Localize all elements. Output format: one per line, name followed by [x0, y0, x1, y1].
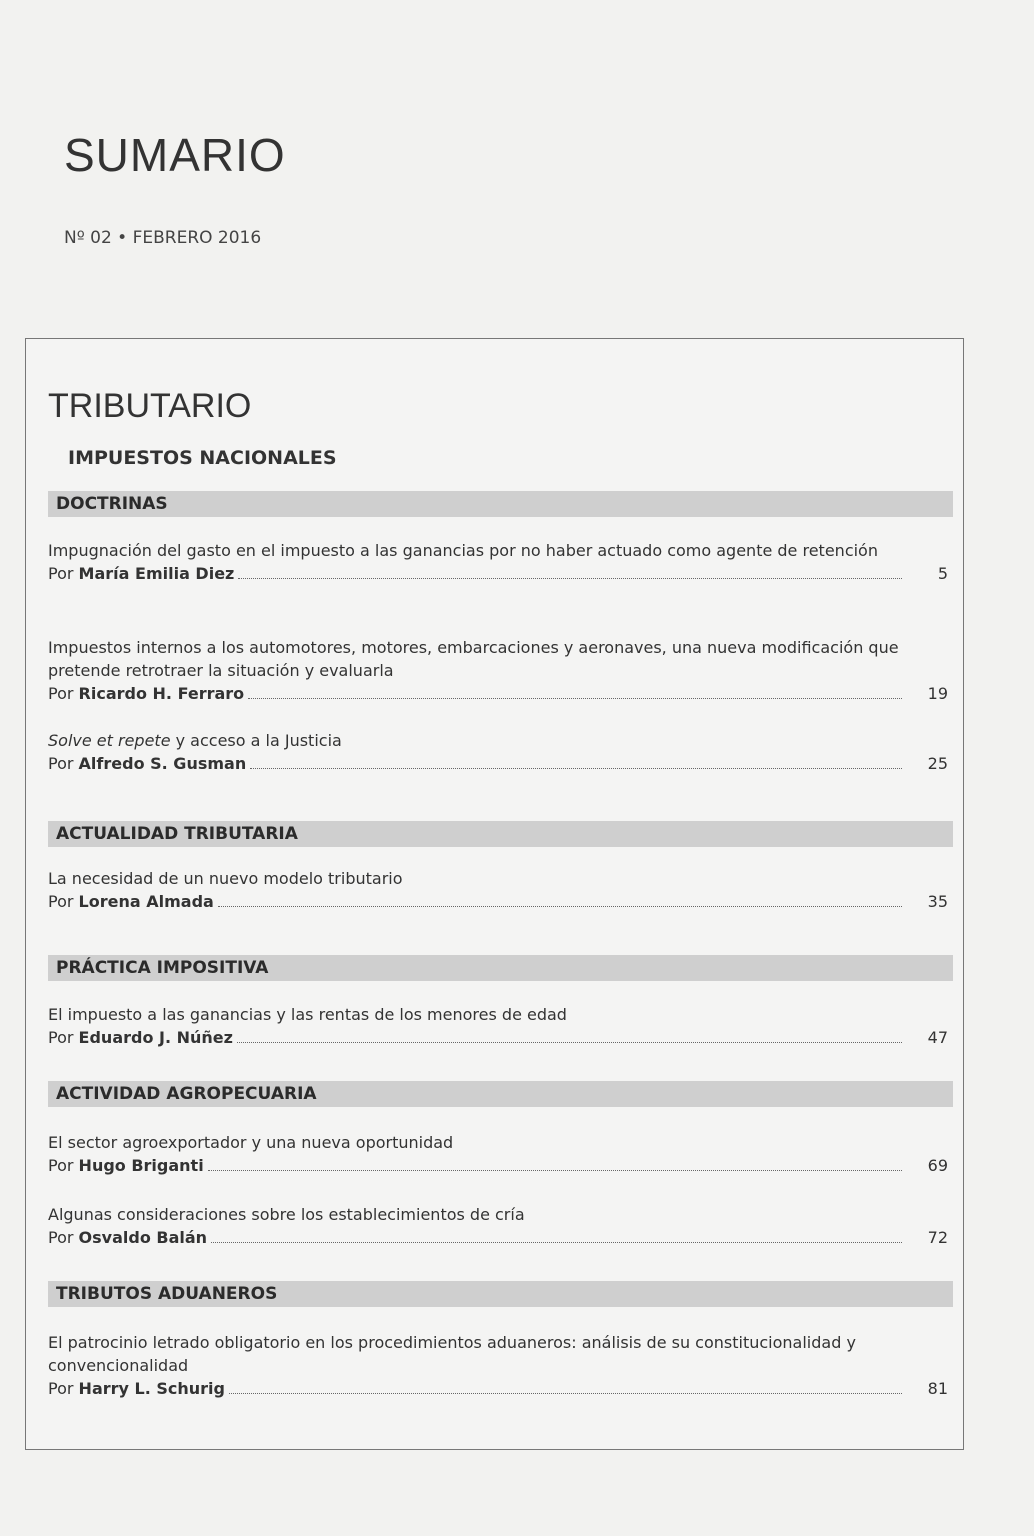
toc-entry[interactable] — [48, 636, 948, 705]
entry-page: 81 — [927, 1379, 948, 1398]
entry-page: 69 — [927, 1156, 948, 1175]
entry-by: Por — [48, 754, 74, 773]
entry-by: Por — [48, 1228, 74, 1247]
dot-leader — [229, 1392, 902, 1394]
toc-entry[interactable] — [48, 867, 948, 913]
category-doctrinas: DOCTRINAS — [48, 491, 953, 517]
issue-info: Nº 02 • FEBRERO 2016 — [64, 228, 262, 248]
toc-entry[interactable] — [48, 539, 948, 585]
toc-entry[interactable] — [48, 1203, 948, 1249]
toc-entry[interactable] — [48, 729, 948, 775]
entry-author: Hugo Briganti — [78, 1156, 204, 1175]
entry-page: 72 — [927, 1228, 948, 1247]
entry-page: 5 — [937, 564, 948, 583]
entry-by: Por — [48, 1028, 74, 1047]
entry-author: Alfredo S. Gusman — [78, 754, 247, 773]
entry-author: Osvaldo Balán — [78, 1228, 208, 1247]
entry-by: Por — [48, 1156, 74, 1175]
entry-title: El sector agroexportador y una nueva oportunidad — [48, 1133, 454, 1152]
page-title: SUMARIO — [64, 129, 286, 181]
dot-leader — [218, 905, 902, 907]
contents-box — [25, 338, 964, 1450]
entry-by: Por — [48, 684, 74, 703]
entry-title: Impugnación del gasto en el impuesto a las ganancias por no haber actuado como agente de retención — [48, 541, 878, 560]
category-agro: ACTIVIDAD AGROPECUARIA — [48, 1081, 953, 1107]
toc-entry[interactable] — [48, 1003, 948, 1049]
entry-title: El impuesto a las ganancias y las rentas de los menores de edad — [48, 1005, 567, 1024]
category-actualidad: ACTUALIDAD TRIBUTARIA — [48, 821, 953, 847]
entry-page: 35 — [927, 892, 948, 911]
entry-page: 47 — [927, 1028, 948, 1047]
toc-entry[interactable] — [48, 1331, 948, 1400]
entry-by: Por — [48, 564, 74, 583]
dot-leader — [250, 767, 902, 769]
entry-author: Ricardo H. Ferraro — [78, 684, 245, 703]
entry-author: Eduardo J. Núñez — [78, 1028, 233, 1047]
subsection-title: IMPUESTOS NACIONALES — [68, 447, 337, 469]
dot-leader — [238, 577, 902, 579]
entry-by: Por — [48, 1379, 74, 1398]
category-practica: PRÁCTICA IMPOSITIVA — [48, 955, 953, 981]
entry-page: 19 — [927, 684, 948, 703]
entry-by: Por — [48, 892, 74, 911]
entry-author: Harry L. Schurig — [78, 1379, 225, 1398]
entry-title — [48, 729, 948, 752]
entry-title: La necesidad de un nuevo modelo tributario — [48, 869, 403, 888]
entry-title: Impuestos internos a los automotores, motores, embarcaciones y aeronaves, una nueva modificación que pretende retrotraer la situación y evaluarla — [48, 638, 899, 680]
entry-title: El patrocinio letrado obligatorio en los procedimientos aduaneros: análisis de su constitucionalidad y convencionalidad — [48, 1333, 856, 1375]
entry-title-italic: Solve et repete — [48, 731, 171, 750]
dot-leader — [237, 1041, 902, 1043]
section-title: TRIBUTARIO — [48, 387, 252, 425]
entry-title-rest: y acceso a la Justicia — [170, 731, 342, 750]
category-aduaneros: TRIBUTOS ADUANEROS — [48, 1281, 953, 1307]
dot-leader — [248, 697, 902, 699]
dot-leader — [211, 1241, 902, 1243]
entry-page: 25 — [927, 754, 948, 773]
entry-author: María Emilia Diez — [78, 564, 235, 583]
toc-entry[interactable] — [48, 1131, 948, 1177]
entry-title: Algunas consideraciones sobre los establecimientos de cría — [48, 1205, 525, 1224]
entry-author: Lorena Almada — [78, 892, 214, 911]
dot-leader — [208, 1169, 902, 1171]
